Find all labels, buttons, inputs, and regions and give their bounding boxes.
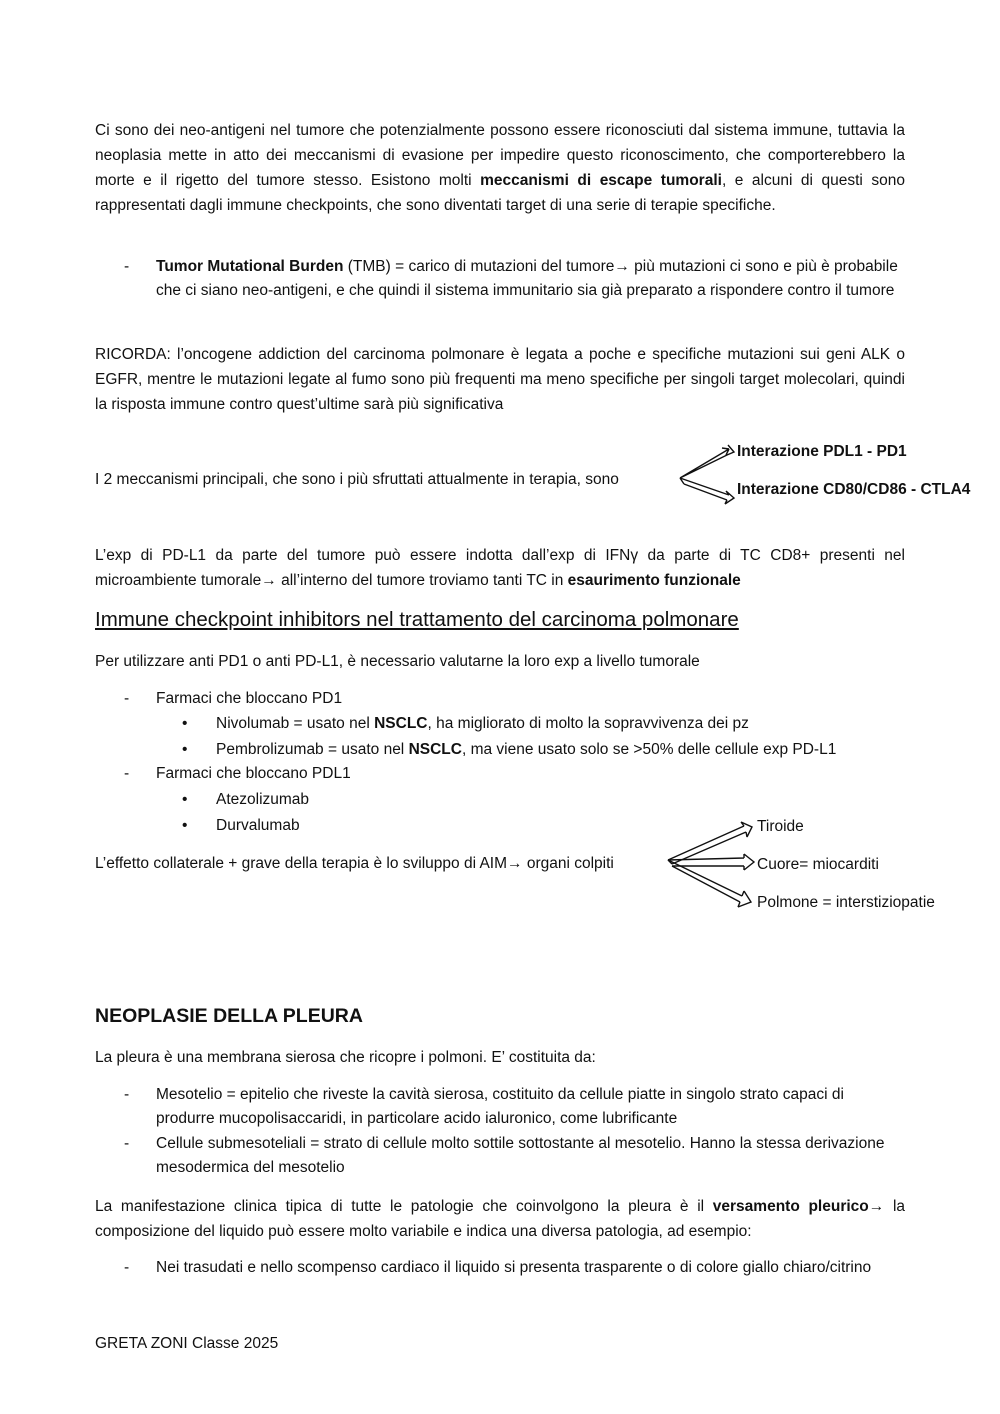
tmb-dash: - [124, 258, 130, 275]
organ-arrow-polmone [668, 860, 751, 907]
exp-pdl1-bold: esaurimento funzionale [567, 572, 741, 589]
group2-dash: - [124, 765, 130, 782]
mechanism-item-2: Interazione CD80/CD86 - CTLA4 [737, 481, 971, 498]
section2-intro: La pleura è una membrana sierosa che ricopre i polmoni. E’ costituita da: [95, 1049, 596, 1066]
item-pembrolizumab-bold: NSCLC [408, 741, 462, 758]
section-title-pleura: NEOPLASIE DELLA PLEURA [95, 1005, 363, 1027]
footer: GRETA ZONI Classe 2025 [95, 1335, 279, 1352]
tmb-bold: Tumor Mutational Burden [156, 258, 344, 275]
mechanism-item-1: Interazione PDL1 - PD1 [737, 443, 907, 460]
intro-text-2: , e alcuni di questi sono rappresentati dagli immune checkpoints, che sono diventati target di una serie di terapie specifiche. [95, 172, 906, 214]
item-trasudati: Nei trasudati e nello scompenso cardiaco il liquido si presenta trasparente o di colore giallo chiaro/citrino [156, 1259, 872, 1276]
bullet-atezolizumab: • [182, 791, 188, 808]
item-mesotelio: Mesotelio = epitelio che riveste la cavità sierosa, costituito da cellule piatte in singolo strato capaci di produrre mucopolisaccaridi, in particolare acido ialuronico, come lubrificante [156, 1086, 844, 1127]
group2-label: Farmaci che bloccano PDL1 [156, 765, 351, 782]
item-submesoteliali: Cellule submesoteliali = strato di cellule molto sottile sottostante al mesotelio. Hanno la stessa derivazione mesodermica del mesotelio [156, 1135, 885, 1176]
side-effects-text: L’effetto collaterale + grave della terapia è lo sviluppo di AIM→ organi colpiti [95, 855, 614, 872]
bullet-nivolumab: • [182, 715, 188, 732]
manifest-pre: La manifestazione clinica tipica di tutte le patologie che coinvolgono la pleura è il [95, 1198, 713, 1215]
item-atezolizumab: Atezolizumab [216, 791, 310, 808]
group1-dash: - [124, 690, 130, 707]
bullet-durvalumab: • [182, 817, 188, 834]
organ-cuore: Cuore= miocarditi [757, 856, 879, 873]
group1-label: Farmaci che bloccano PD1 [156, 690, 343, 707]
trasudati-dash: - [124, 1259, 130, 1276]
manifest-bold: versamento pleurico [712, 1198, 869, 1215]
mechanisms-text: I 2 meccanismi principali, che sono i più sfruttati attualmente in terapia, sono [95, 471, 619, 488]
item-durvalumab: Durvalumab [216, 817, 300, 834]
mechanism-arrow-lower [680, 478, 734, 504]
mesotelio-dash: - [124, 1086, 130, 1103]
organ-polmone: Polmone = interstiziopatie [757, 894, 935, 911]
item-nivolumab-post: , ha migliorato di molto la sopravvivenza dei pz [427, 715, 749, 732]
organ-tiroide: Tiroide [757, 818, 804, 835]
manifest-post: → la composizione del liquido può essere molto variabile e indica una diversa patologia, ad esempio: [95, 1198, 906, 1240]
mechanism-arrow-upper [680, 445, 734, 478]
item-nivolumab-pre: Nivolumab = usato nel [216, 715, 375, 732]
exp-pdl1-text: L’exp di PD-L1 da parte del tumore può essere indotta dall’exp di IFNγ da parte di TC CD8+ presenti nel microambiente tumorale→ all’interno del tumore troviamo tanti TC in [95, 547, 905, 589]
intro-bold: meccanismi di escape tumorali [480, 172, 722, 189]
item-pembrolizumab-post: , ma viene usato solo se >50% delle cellule exp PD-L1 [461, 741, 837, 758]
submesoteliali-dash: - [124, 1135, 130, 1152]
intro-text-1: Ci sono dei neo-antigeni nel tumore che potenzialmente possono essere riconosciuti dal sistema immune, tuttavia la neoplasia mette in atto dei meccanismi di evasione per impedire questo riconoscimento, che comporterebbero la morte e il rigetto del tumore stesso. Esistono molti [95, 122, 905, 189]
organ-arrow-cuore [668, 854, 754, 870]
ricorda-paragraph: RICORDA: l’oncogene addiction del carcinoma polmonare è legata a poche e specifiche mutazioni sui geni ALK o EGFR, mentre le mutazioni legate al fumo sono più frequenti ma meno specifiche per singoli target molecolari, quindi la risposta immune contro quest’ultime sarà più significativa [95, 346, 905, 413]
section-title-checkpoint: Immune checkpoint inhibitors nel trattamento del carcinoma polmonare [95, 608, 739, 631]
section1-intro: Per utilizzare anti PD1 o anti PD-L1, è necessario valutarne la loro exp a livello tumorale [95, 653, 700, 670]
bullet-pembrolizumab: • [182, 741, 188, 758]
tmb-text: (TMB) = carico di mutazioni del tumore→ più mutazioni ci sono e più è probabile che ci siano neo-antigeni, e che quindi il sistema immunitario sia già preparato a rispondere contro il tumore [156, 258, 898, 299]
item-nivolumab-bold: NSCLC [374, 715, 428, 732]
item-pembrolizumab-pre: Pembrolizumab = usato nel [216, 741, 409, 758]
